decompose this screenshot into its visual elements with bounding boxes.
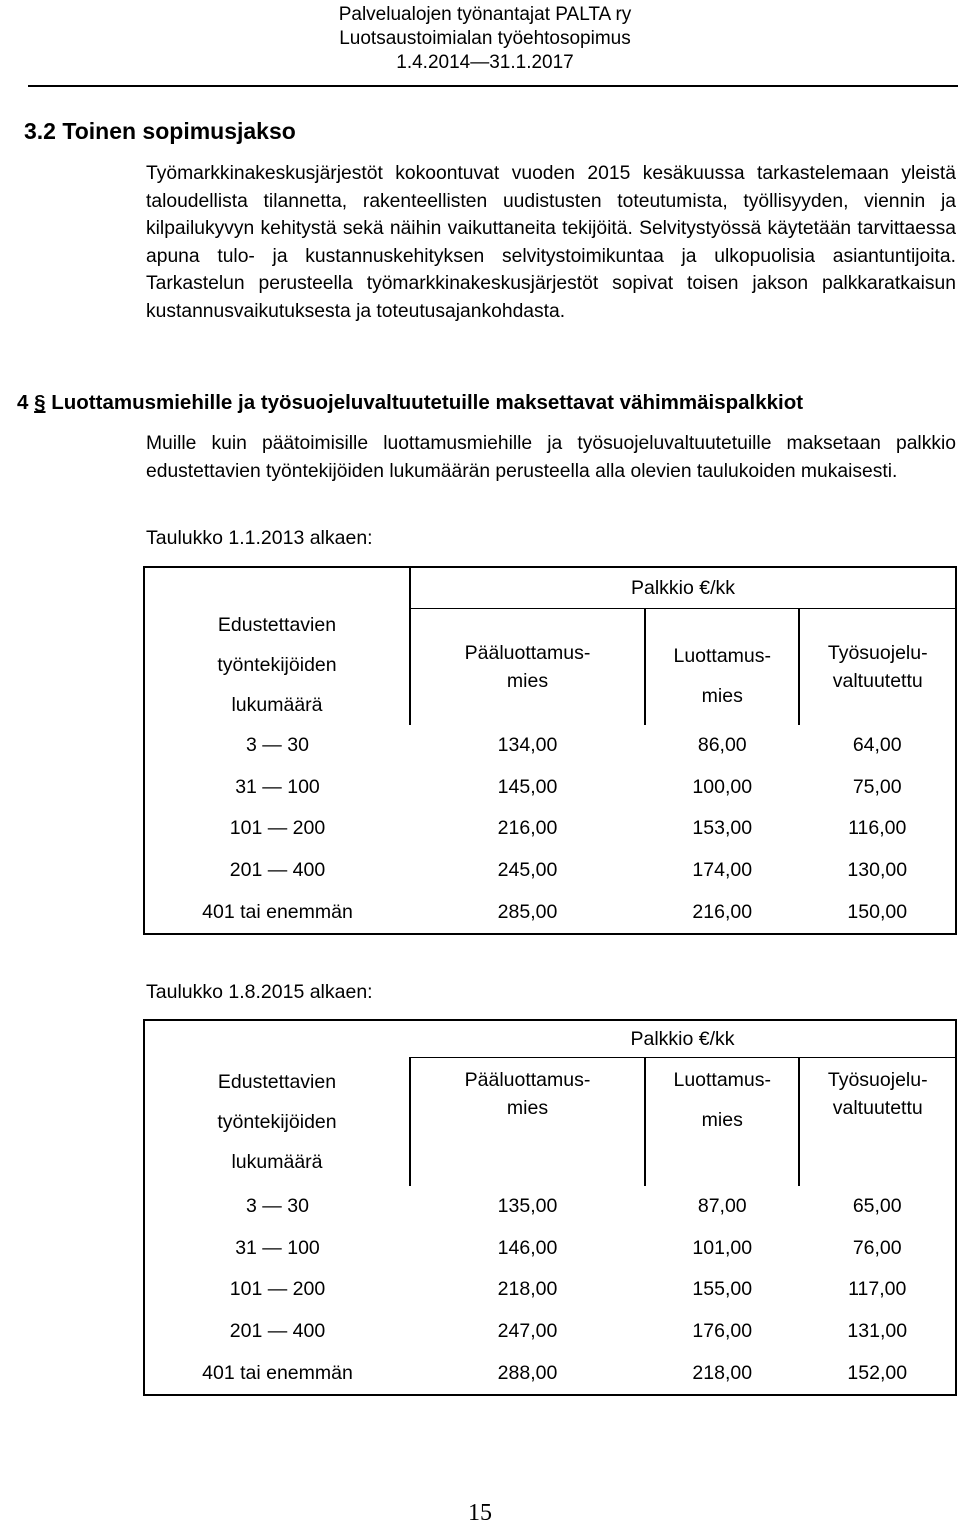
cell-range: 201 — 400: [144, 850, 410, 892]
cell-steward: 87,00: [697, 1195, 747, 1218]
cell-range: 101 — 200: [144, 808, 410, 850]
col1-line1: Edustettavien: [217, 1070, 337, 1093]
cell-safety-rep: 64,00: [799, 725, 956, 767]
header-divider: [28, 85, 958, 87]
section-sign: §: [34, 391, 46, 414]
cell-range: 3 — 30: [144, 725, 410, 767]
cell-steward: 176,00: [692, 1320, 753, 1343]
col3-line2: mies: [701, 685, 743, 707]
cell-chief-steward: 135,00: [497, 1195, 558, 1218]
cell-range: 401 tai enemmän: [144, 891, 410, 934]
header-agreement: Luotsaustoimialan työehtosopimus: [339, 28, 631, 49]
cell-chief-steward: 245,00: [497, 859, 558, 882]
cell-safety-rep: 116,00: [799, 808, 956, 850]
section-heading-4: [17, 391, 803, 415]
col3-line2: mies: [701, 1109, 743, 1131]
cell-steward: 100,00: [692, 775, 753, 798]
cell-chief-steward: 285,00: [410, 891, 645, 934]
col-header-steward: [645, 1058, 799, 1187]
table-row: [144, 850, 956, 892]
cell-steward: 101,00: [692, 1236, 753, 1259]
col1-line3: lukumäärä: [231, 693, 323, 716]
table-row: [144, 1186, 956, 1228]
table-row: [144, 725, 956, 767]
col3-line1: Luottamus-: [673, 645, 772, 667]
table-row: [144, 891, 956, 934]
cell-range: 401 tai enemmän: [144, 1352, 410, 1395]
cell-safety-rep: 75,00: [799, 767, 956, 809]
table-caption-2013: Taulukko 1.1.2013 alkaen:: [146, 527, 373, 549]
section-number: 4: [17, 391, 29, 414]
col2-line2: mies: [506, 670, 549, 692]
cell-chief-steward: 288,00: [410, 1352, 645, 1395]
section-title: Luottamusmiehille ja työsuojeluvaltuutetuille maksettavat vähimmäispalkkiot: [51, 391, 804, 414]
section-heading-3-2: 3.2 Toinen sopimusjakso: [24, 118, 296, 144]
col1-line2: työntekijöiden: [217, 1110, 337, 1133]
cell-steward: 216,00: [645, 891, 799, 934]
col4-line1: Työsuojelu-: [827, 1069, 928, 1091]
col-header-representatives: [144, 567, 410, 725]
cell-range: 101 — 200: [144, 1269, 410, 1311]
cell-safety-rep: 150,00: [799, 891, 956, 934]
cell-range: 3 — 30: [144, 1186, 410, 1228]
cell-steward: 218,00: [645, 1352, 799, 1395]
cell-safety-rep: 117,00: [799, 1269, 956, 1311]
cell-chief-steward: 134,00: [497, 734, 558, 757]
col-header-safety-rep: [799, 609, 956, 726]
section-4-paragraph: Muille kuin päätoimisille luottamusmiehille ja työsuojeluvaltuutetuille maksetaan palkkio edustettavien työntekijöiden lukumäärän perusteella alla olevien taulukoiden mukaisesti.: [146, 433, 956, 482]
cell-steward: 153,00: [692, 817, 753, 840]
table-row: [144, 1311, 956, 1353]
table-row: [144, 1228, 956, 1270]
header-period: 1.4.2014—31.1.2017: [396, 52, 574, 73]
group-header-fee: Palkkio €/kk: [410, 1020, 956, 1058]
col2-line1: Pääluottamus-: [464, 1069, 591, 1091]
cell-steward: 174,00: [692, 859, 753, 882]
cell-range: 31 — 100: [144, 1228, 410, 1270]
fee-table-2013: [143, 566, 957, 935]
cell-safety-rep: 65,00: [799, 1186, 956, 1228]
cell-safety-rep: 130,00: [799, 850, 956, 892]
cell-chief-steward: 218,00: [497, 1278, 558, 1301]
col-header-safety-rep: [799, 1058, 956, 1187]
cell-safety-rep: 152,00: [799, 1352, 956, 1395]
table-row: [144, 1269, 956, 1311]
section-3-2-paragraph: Työmarkkinakeskusjärjestöt kokoontuvat vuoden 2015 kesäkuussa tarkastelemaan yleistä taloudellista tilannetta, rakenteellisten uudistusten toteutumista, työllisyyden, viennin ja kilpailukyvyn kehitystä sekä näihin vaikuttaneita tekijöitä. Selvitystyössä käytetään tarvittaessa apuna tulo- ja kustannuskehityksen selvitystoimikuntaa ja ulkopuolisia asiantuntijoita. Tarkastelun perusteella työmarkkinakeskusjärjestöt sopivat toisen jakson palkkaratkaisun kustannusvaikutuksesta ja toteutusajankohdasta.: [146, 163, 956, 322]
cell-steward: 86,00: [697, 734, 747, 757]
cell-safety-rep: 131,00: [799, 1311, 956, 1353]
page-header: [300, 3, 670, 75]
col3-line1: Luottamus-: [673, 1069, 772, 1091]
cell-chief-steward: 216,00: [497, 817, 558, 840]
group-header-fee: Palkkio €/kk: [410, 567, 956, 609]
cell-steward: 155,00: [692, 1278, 753, 1301]
cell-chief-steward: 247,00: [497, 1320, 558, 1343]
col2-line2: mies: [506, 1097, 549, 1119]
cell-chief-steward: 146,00: [497, 1236, 558, 1259]
page-number: 15: [468, 1500, 492, 1526]
table-caption-2015: Taulukko 1.8.2015 alkaen:: [146, 981, 373, 1003]
table-row: [144, 1352, 956, 1395]
table-row: [144, 767, 956, 809]
cell-chief-steward: 145,00: [497, 775, 558, 798]
header-organization: Palvelualojen työnantajat PALTA ry: [338, 4, 632, 25]
cell-safety-rep: 76,00: [799, 1228, 956, 1270]
cell-range: 31 — 100: [144, 767, 410, 809]
col-header-chief-steward: [410, 1058, 645, 1187]
fee-table-2015: [143, 1019, 957, 1396]
cell-range: 201 — 400: [144, 1311, 410, 1353]
col1-line2: työntekijöiden: [217, 653, 337, 676]
table-row: [144, 808, 956, 850]
col1-line1: Edustettavien: [217, 613, 337, 636]
col-header-representatives: [144, 1020, 410, 1186]
col1-line3: lukumäärä: [231, 1150, 323, 1173]
col2-line1: Pääluottamus-: [464, 642, 591, 664]
col4-line2: valtuutettu: [832, 670, 923, 692]
col4-line1: Työsuojelu-: [827, 642, 928, 664]
col-header-steward: [645, 609, 799, 726]
col4-line2: valtuutettu: [832, 1097, 923, 1119]
col-header-chief-steward: [410, 609, 645, 726]
